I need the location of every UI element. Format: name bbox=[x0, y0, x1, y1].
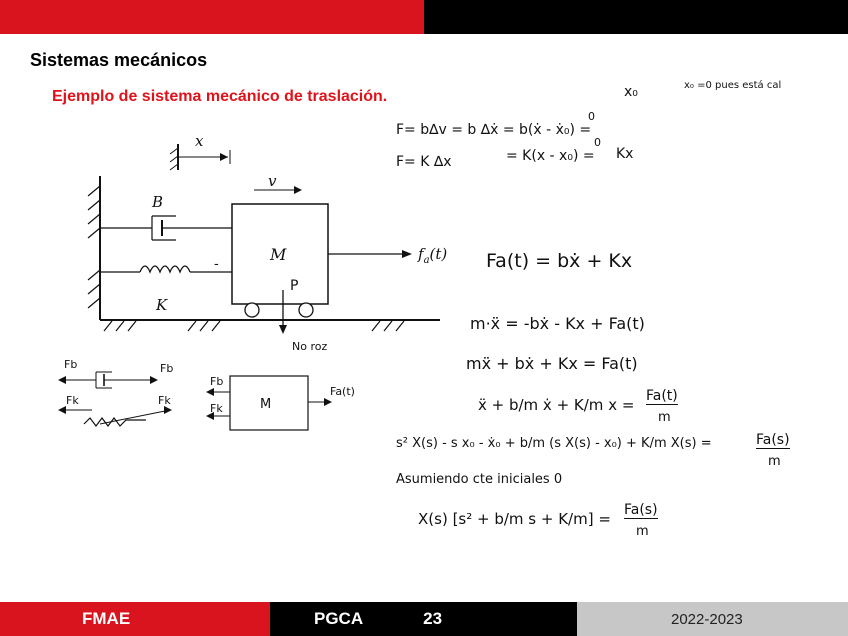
fk-mass-label: Fk bbox=[210, 402, 223, 415]
equation-normalized-num: Fa(t) bbox=[646, 388, 678, 404]
equation-spring-result: Kx bbox=[616, 146, 634, 162]
fb-mass-label: Fb bbox=[210, 375, 224, 388]
mass-label: M bbox=[270, 245, 287, 264]
force-f: f bbox=[418, 245, 424, 263]
footer-year: 2022-2023 bbox=[671, 610, 743, 628]
force-sub: a bbox=[423, 255, 430, 266]
equation-laplace-num: Fa(s) bbox=[756, 432, 790, 448]
equation-transfer-lhs: X(s) [s² + b/m s + K/m] = bbox=[418, 510, 611, 528]
fb-left-label: Fb bbox=[64, 358, 78, 371]
equation-newton: m·ẍ = -bẋ - Kx + Fa(t) bbox=[470, 314, 645, 333]
fb-right-label: Fb bbox=[160, 362, 174, 375]
equation-spring-force-b: = K(x - x₀) = bbox=[506, 148, 595, 164]
footer-program: PGCA bbox=[314, 609, 364, 628]
note-initial-conditions: Asumiendo cte iniciales 0 bbox=[396, 472, 563, 487]
equation-normalized-lhs: ẍ + b/m ẋ + K/m x = bbox=[478, 396, 635, 414]
footer-course: FMAE bbox=[82, 609, 131, 628]
slide-title: Sistemas mecánicos bbox=[30, 50, 208, 70]
slide-subtitle: Ejemplo de sistema mecánico de traslación. bbox=[52, 88, 388, 105]
fk-right-label: Fk bbox=[158, 394, 171, 407]
equation-damper-zero: 0 bbox=[588, 110, 595, 123]
equation-normalized-den: m bbox=[658, 410, 671, 425]
force-label bbox=[417, 245, 447, 266]
equation-spring-force: F= K ∆x bbox=[396, 154, 452, 170]
v-label: v bbox=[268, 172, 277, 190]
fk-left-label: Fk bbox=[66, 394, 79, 407]
k-label: K bbox=[156, 296, 168, 314]
footer-left bbox=[0, 602, 270, 636]
mass-small-label: M bbox=[260, 397, 272, 412]
equation-damper-force: F= b∆v = b ∆ẋ = b(ẋ - ẋ₀) = bbox=[396, 122, 592, 138]
minus-sign: - bbox=[214, 256, 219, 272]
equation-laplace: s² X(s) - s x₀ - ẋ₀ + b/m (s X(s) - x₀) + K/m X(s) = bbox=[396, 436, 712, 451]
no-friction-note: No roz bbox=[292, 340, 328, 353]
footer-page-number: 23 bbox=[423, 609, 443, 628]
note-x0: x₀ bbox=[624, 84, 638, 100]
footer-center bbox=[270, 602, 577, 636]
footer-right bbox=[577, 602, 848, 636]
equation-applied-force: Fa(t) = bẋ + Kx bbox=[486, 250, 633, 272]
force-arg: (t) bbox=[429, 245, 448, 263]
equation-laplace-den: m bbox=[768, 454, 781, 469]
equation-transfer-num: Fa(s) bbox=[624, 502, 658, 518]
p-label: P bbox=[290, 278, 299, 294]
equation-motion: mẍ + bẋ + Kx = Fa(t) bbox=[466, 354, 638, 373]
fa-mass-label: Fa(t) bbox=[330, 385, 355, 398]
equation-spring-zero: 0 bbox=[594, 136, 601, 149]
b-label: B bbox=[152, 193, 164, 211]
equation-transfer-den: m bbox=[636, 524, 649, 539]
x-label: x bbox=[195, 132, 204, 150]
note-x0-explanation: x₀ =0 pues está cal bbox=[684, 80, 782, 91]
